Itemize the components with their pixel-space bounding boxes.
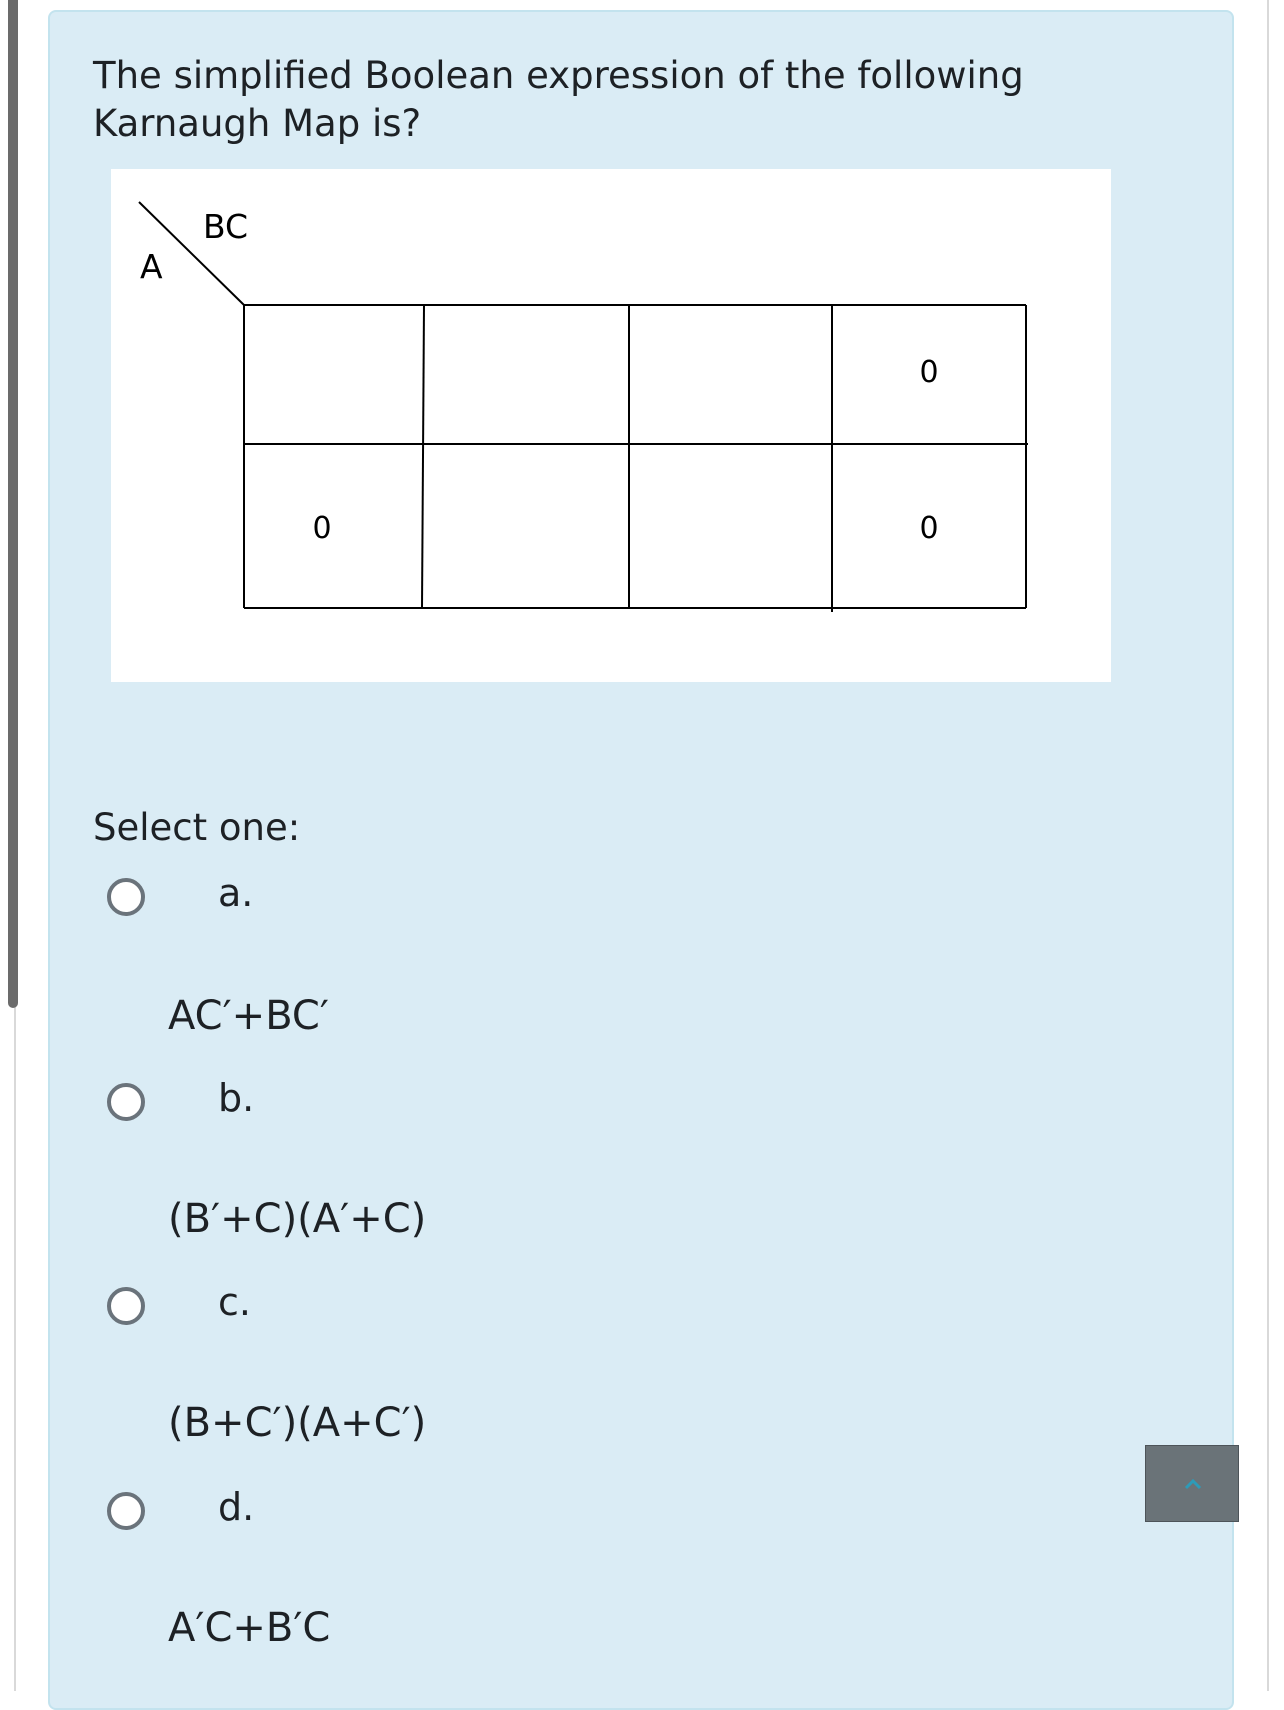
kmap-cell: 0 (919, 511, 939, 546)
kmap-row-variable: A (140, 247, 163, 286)
question-text: The simplified Boolean expression of the following Karnaugh Map is? (93, 54, 1024, 145)
karnaugh-map-figure (111, 169, 1111, 682)
option-letter: a. (218, 871, 254, 915)
radio-button-c[interactable] (107, 1287, 145, 1325)
option-expression[interactable]: (B+C′)(A+C′) (168, 1400, 427, 1446)
option-letter: d. (218, 1485, 255, 1529)
kmap-column-variable: BC (203, 207, 249, 246)
page-right-border (1267, 0, 1269, 1691)
option-expression[interactable]: AC′+BC′ (168, 993, 329, 1039)
option-letter: b. (218, 1076, 255, 1120)
scroll-to-top-button[interactable] (1145, 1445, 1239, 1522)
option-expression[interactable]: (B′+C)(A′+C) (168, 1196, 427, 1242)
vertical-scrollbar[interactable] (8, 0, 18, 1008)
select-one-label: Select one: (93, 806, 301, 849)
kmap-cell: 0 (312, 511, 332, 546)
chevron-up-icon (1181, 1472, 1205, 1496)
radio-button-a[interactable] (107, 878, 145, 916)
radio-button-b[interactable] (107, 1083, 145, 1121)
option-expression[interactable]: A′C+B′C (168, 1605, 331, 1651)
karnaugh-map-grid (111, 169, 1111, 682)
kmap-cell: 0 (919, 355, 939, 390)
option-letter: c. (218, 1280, 251, 1324)
radio-button-d[interactable] (107, 1492, 145, 1530)
